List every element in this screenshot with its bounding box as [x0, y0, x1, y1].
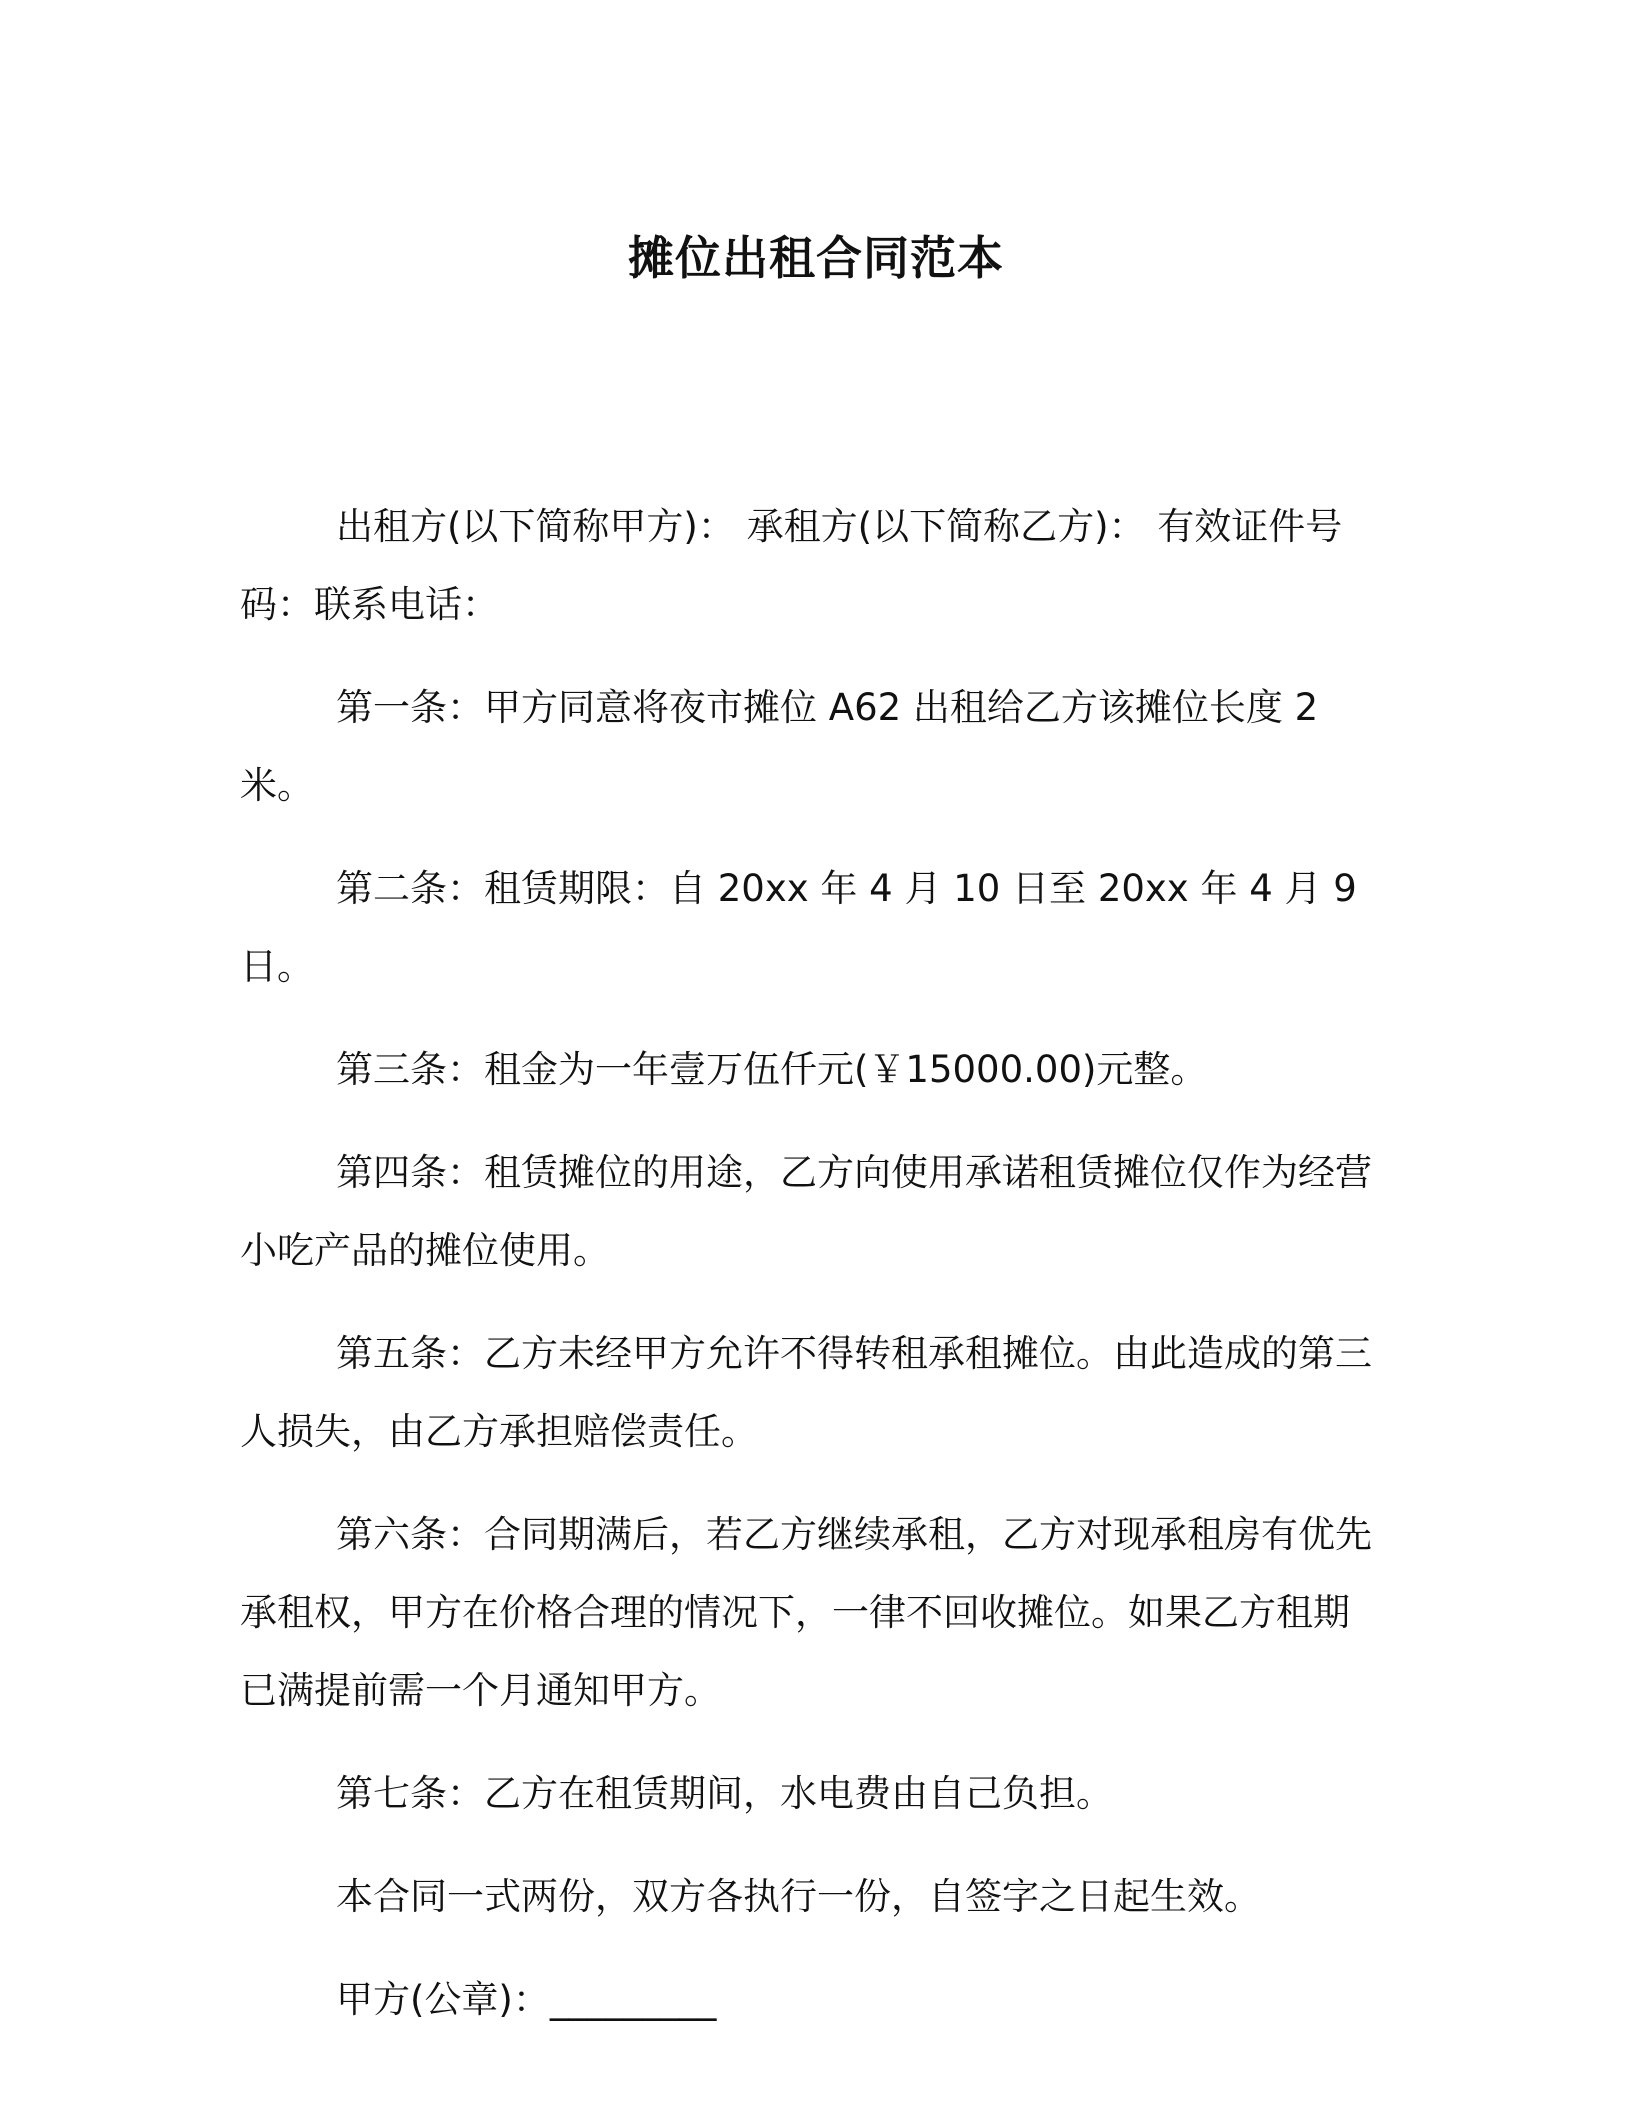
article-6: 第六条：合同期满后，若乙方继续承租，乙方对现承租房有优先承租权，甲方在价格合理的情况下，一律不回收摊位。如果乙方租期已满提前需一个月通知甲方。 — [240, 1513, 1372, 1712]
article-2: 第二条：租赁期限：自 20xx 年 4 月 10 日至 20xx 年 4 月 9 日。 — [240, 867, 1357, 988]
article-1: 第一条：甲方同意将夜市摊位 A62 出租给乙方该摊位长度 2 米。 — [240, 686, 1319, 807]
article-4: 第四条：租赁摊位的用途，乙方向使用承诺租赁摊位仅作为经营小吃产品的摊位使用。 — [240, 1151, 1372, 1272]
article-7: 第七条：乙方在租赁期间，水电费由自己负担。 — [336, 1772, 1113, 1815]
article-5: 第五条：乙方未经甲方允许不得转租承租摊位。由此造成的第三人损失，由乙方承担赔偿责任。 — [240, 1332, 1372, 1453]
parties-paragraph: 出租方(以下简称甲方)： 承租方(以下简称乙方)： 有效证件号码：联系电话： — [240, 505, 1343, 626]
effectiveness-clause: 本合同一式两份，双方各执行一份，自签字之日起生效。 — [336, 1875, 1261, 1918]
contract-body — [240, 488, 1380, 2039]
article-3: 第三条：租金为一年壹万伍仟元(￥15000.00)元整。 — [336, 1048, 1208, 1091]
document-title: 摊位出租合同范本 — [628, 231, 1004, 285]
party-a-signature-line: 甲方(公章)：_________ — [336, 1978, 717, 2021]
